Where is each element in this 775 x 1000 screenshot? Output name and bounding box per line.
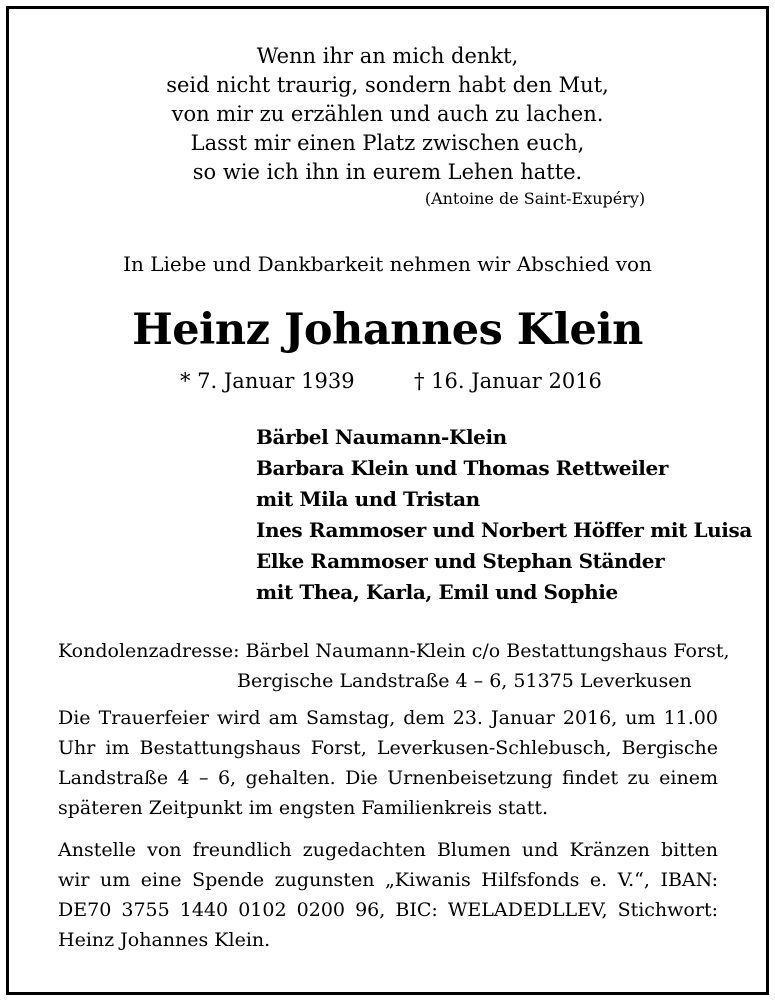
condolence-line: Kondolenzadresse: Bärbel Naumann-Klein c/o Bestattungshaus Forst, bbox=[58, 640, 730, 662]
family-list bbox=[256, 422, 752, 608]
family-member: mit Thea, Karla, Emil und Sophie bbox=[256, 580, 618, 604]
donation-info bbox=[58, 835, 718, 955]
family-member: Barbara Klein und Thomas Rettweiler bbox=[256, 456, 668, 480]
family-member: Ines Rammoser und Norbert Höffer mit Luisa bbox=[256, 518, 752, 542]
farewell-intro: In Liebe und Dankbarkeit nehmen wir Abschied von bbox=[123, 252, 652, 276]
poem-line: Lasst mir einen Platz zwischen euch, bbox=[190, 131, 585, 155]
poem-author: (Antoine de Saint-Exupéry) bbox=[424, 189, 646, 208]
funeral-paragraph: Die Trauerfeier wird am Samstag, dem 23. Januar 2016, um 11.00 Uhr im Bestattungshaus Forst, Leverkusen-Schlebusch, Bergische Landstraße 4 – 6, gehalten. Die Urnenbeisetzung findet zu einem späteren Zeitpunkt im engsten Familienkreis statt. bbox=[58, 707, 718, 819]
funeral-info bbox=[58, 703, 718, 823]
deceased-name: Heinz Johannes Klein bbox=[132, 305, 643, 355]
poem-line: von mir zu erzählen und auch zu lachen. bbox=[171, 102, 604, 126]
poem-line: seid nicht traurig, sondern habt den Mut, bbox=[166, 73, 609, 97]
family-member: Elke Rammoser und Stephan Ständer bbox=[256, 549, 665, 573]
poem bbox=[0, 42, 775, 211]
poem-line: Wenn ihr an mich denkt, bbox=[256, 44, 519, 68]
donation-paragraph: Anstelle von freundlich zugedachten Blumen und Kränzen bitten wir um eine Spende zugunsten „Kiwanis Hilfsfonds e. V.“, IBAN: DE70 3755 1440 0102 0200 96, BIC: WELADEDLLEV, Stichwort: Heinz Johannes Klein. bbox=[58, 839, 718, 951]
poem-line: so wie ich ihn in eurem Lehen hatte. bbox=[192, 160, 583, 184]
birth-date: * 7. Januar 1939 bbox=[180, 369, 355, 393]
death-date: † 16. Januar 2016 bbox=[414, 369, 602, 393]
family-member: mit Mila und Tristan bbox=[256, 487, 480, 511]
family-member: Bärbel Naumann-Klein bbox=[256, 425, 507, 449]
condolence-address bbox=[58, 636, 730, 696]
condolence-line: Bergische Landstraße 4 – 6, 51375 Leverkusen bbox=[237, 670, 692, 692]
